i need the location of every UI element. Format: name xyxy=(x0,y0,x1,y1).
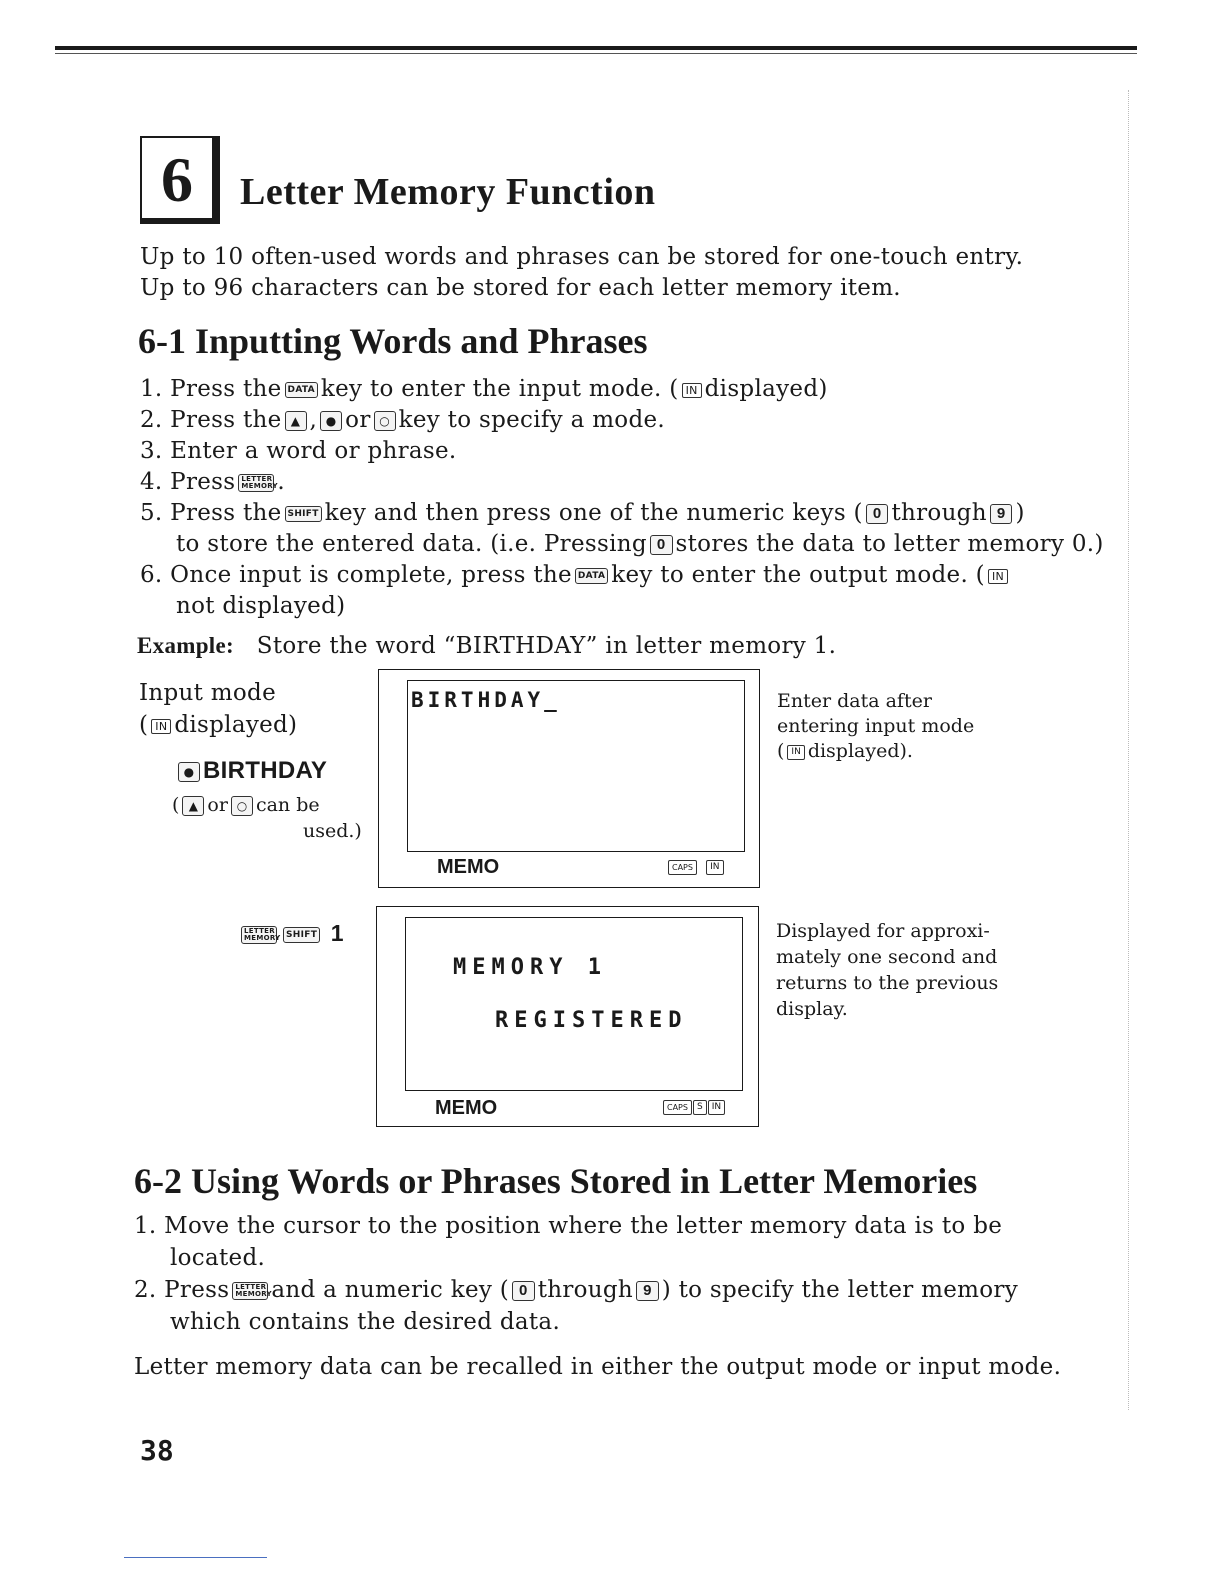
note-2-line-4: display. xyxy=(776,998,848,1020)
shift-indicator-icon: S xyxy=(693,1100,707,1115)
step-5: 5. Press the SHIFT key and then press one of the numeric keys ( 0 through 9 ) xyxy=(140,500,1025,526)
note-2-line-1: Displayed for approxi- xyxy=(776,920,990,942)
nine-key-icon: 9 xyxy=(990,504,1013,524)
letter-memory-key-icon: LETTER MEMORY xyxy=(238,474,274,492)
s2-step-2: 2. Press LETTER MEMORYand a numeric key ( 0 through 9 ) to specify the letter memory xyxy=(134,1277,1019,1303)
lcd-screen-2-line-2: REGISTERED xyxy=(495,1008,688,1033)
in-indicator-icon: IN xyxy=(708,1100,725,1115)
top-rule xyxy=(55,46,1137,50)
shift-key-icon: SHIFT xyxy=(285,506,322,522)
section-1-heading: 6-1 Inputting Words and Phrases xyxy=(138,321,648,361)
example-line: Example: Store the word “BIRTHDAY” in letter memory 1. xyxy=(137,633,837,659)
bottom-line xyxy=(124,1557,267,1558)
mode-note-cont: used.) xyxy=(303,820,362,842)
lcd-screen-2-status: MEMO xyxy=(435,1097,498,1119)
clock-icon: ○ xyxy=(374,411,396,431)
mode-note: ( ▲ or ○ can be xyxy=(172,794,320,816)
closing-text: Letter memory data can be recalled in either the output mode or input mode. xyxy=(134,1354,1062,1380)
top-rule-thin xyxy=(55,53,1137,54)
input-mode-label: Input mode xyxy=(139,680,276,706)
letter-memory-key-icon: LETTER MEMORY xyxy=(232,1282,268,1300)
lcd-screen-1-text: BIRTHDAY_ xyxy=(411,688,561,712)
section-2-heading: 6-2 Using Words or Phrases Stored in Letter Memories xyxy=(134,1161,978,1201)
up-arrow-icon: ▲ xyxy=(182,796,204,816)
lock-icon: ● xyxy=(320,411,342,431)
chapter-number-box: 6 xyxy=(140,136,220,224)
in-indicator-icon: IN xyxy=(787,745,804,760)
page-number: 38 xyxy=(140,1434,174,1467)
zero-key-icon: 0 xyxy=(512,1281,535,1301)
lcd-screen-2-line-1: MEMORY 1 xyxy=(453,955,607,980)
lcd-screen-2 xyxy=(376,906,759,1127)
note-1-line-2: entering input mode xyxy=(777,715,975,737)
in-indicator-icon: IN xyxy=(706,860,723,875)
shift-key-icon: SHIFT xyxy=(283,927,320,943)
step-3: 3. Enter a word or phrase. xyxy=(140,438,457,464)
up-arrow-icon: ▲ xyxy=(285,411,307,431)
data-key-icon: DATA xyxy=(285,382,318,398)
step-1: 1. Press the DATA key to enter the input mode. ( IN displayed) xyxy=(140,376,828,402)
note-1-line-1: Enter data after xyxy=(777,690,932,712)
step-6-continued: not displayed) xyxy=(176,593,346,619)
caps-indicator-icon: CAPS xyxy=(663,1100,692,1115)
step-6: 6. Once input is complete, press the DATA key to enter the output mode. ( IN xyxy=(140,560,1011,591)
s2-step-1: 1. Move the cursor to the position where the letter memory data is to be xyxy=(134,1213,1003,1239)
in-indicator-icon: IN xyxy=(988,569,1008,584)
lcd-screen-2-indicators xyxy=(663,1100,725,1115)
intro-line-1: Up to 10 often-used words and phrases can be stored for one-touch entry. xyxy=(140,244,1024,270)
step-2: 2. Press the ▲ , ● or ○ key to specify a mode. xyxy=(140,407,665,433)
note-1-line-3: ( IN displayed). xyxy=(777,740,913,762)
nine-key-icon: 9 xyxy=(636,1281,659,1301)
caps-indicator-icon: CAPS xyxy=(668,860,697,875)
lcd-screen-1 xyxy=(378,669,760,888)
note-2-line-2: mately one second and xyxy=(776,946,998,968)
birthday-entry: ● BIRTHDAY xyxy=(175,755,327,786)
intro-line-2: Up to 96 characters can be stored for each letter memory item. xyxy=(140,275,901,301)
zero-key-icon: 0 xyxy=(650,535,673,555)
lcd-screen-1-indicators xyxy=(665,860,727,875)
chapter-title: Letter Memory Function xyxy=(240,171,656,213)
lcd-screen-2-display xyxy=(405,917,743,1091)
zero-key-icon: 0 xyxy=(866,504,889,524)
note-2-line-3: returns to the previous xyxy=(776,972,999,994)
s2-step-1-cont: located. xyxy=(170,1245,266,1271)
input-mode-displayed: ( IN displayed) xyxy=(139,712,298,738)
store-keys: LETTER MEMORY SHIFT 1 xyxy=(238,918,344,950)
clock-icon: ○ xyxy=(231,796,253,816)
step-5-continued: to store the entered data. (i.e. Pressing 0 stores the data to letter memory 0.) xyxy=(176,531,1104,557)
data-key-icon: DATA xyxy=(575,568,608,584)
s2-step-2-cont: which contains the desired data. xyxy=(170,1309,561,1335)
lock-icon: ● xyxy=(178,762,200,782)
step-4: 4. Press LETTER MEMORY. xyxy=(140,469,285,495)
page-edge-line xyxy=(1128,90,1130,1410)
in-indicator-icon: IN xyxy=(151,719,171,734)
letter-memory-key-icon: LETTER MEMORY xyxy=(241,926,277,944)
lcd-screen-1-status: MEMO xyxy=(437,856,500,878)
in-indicator-icon: IN xyxy=(682,383,702,398)
